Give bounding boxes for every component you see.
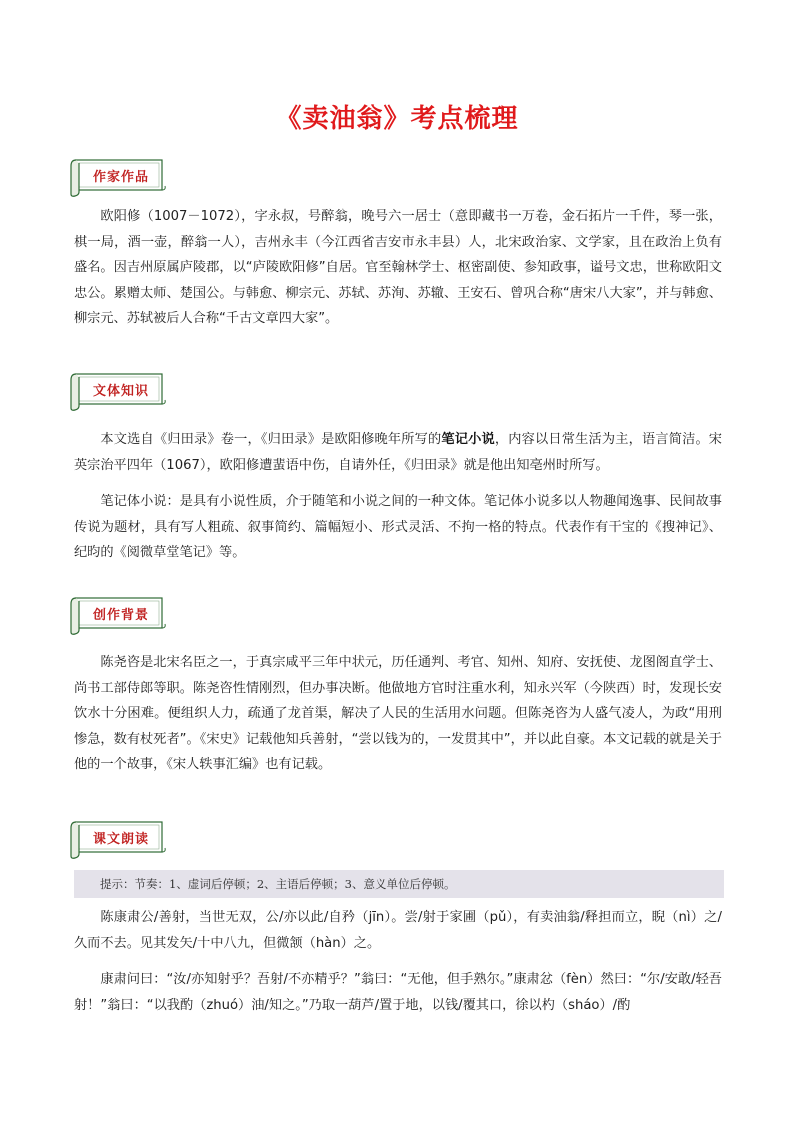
- section-header-genre: [70, 372, 166, 406]
- author-paragraph: 欧阳修（1007－1072），字永叔，号醉翁，晚号六一居士（意即藏书一万卷，金石拓片一千件，琴一张，棋一局，酒一壶，醉翁一人），吉州永丰（今江西省吉安市永丰县）人，北宋政治家、文学家，且在政治上负有盛名。因吉州原属庐陵郡，以“庐陵欧阳修”自居。官至翰林学士、枢密副使、参知政事，谥号文忠，世称欧阳文忠公。累赠太师、楚国公。与韩愈、柳宗元、苏轼、苏洵、苏辙、王安石、曾巩合称“唐宋八大家”，并与韩愈、柳宗元、苏轼被后人合称“千古文章四大家”。: [74, 209, 722, 326]
- genre-paragraph-1: [74, 427, 722, 478]
- background-paragraph: 陈尧咨是北宋名臣之一，于真宗咸平三年中状元，历任通判、考官、知州、知府、安抚使、龙图阁直学士、尚书工部侍郎等职。陈尧咨性情刚烈，但办事决断。他做地方官时注重水利，知永兴军（今陕西）时，发现长安饮水十分困难。便组织人力，疏通了龙首渠，解决了人民的生活用水问题。但陈尧咨为人盛气凌人，为政“用刑惨急，数有杖死者”。《宋史》记载他知兵善射，“尝以钱为的，一发贯其中”，并以此自豪。本文记载的就是关于他的一个故事，《宋人轶事汇编》也有记载。: [74, 655, 722, 772]
- section-header-background: [70, 596, 166, 630]
- section-label: 作家作品: [92, 170, 149, 185]
- section-header-author: [70, 158, 166, 192]
- section-label: 文体知识: [92, 384, 149, 399]
- reading-paragraph-2: 康肃问曰：“汝/亦知射乎？吾射/不亦精乎？”翁曰：“无他，但手熟尔。”康肃忿（fèn）然曰：“尔/安敢/轻吾射！”翁曰：“以我酌（zhuó）油/知之。”乃取一葫芦/置于地，以钱/覆其口，徐以杓（sháo）/酌: [74, 972, 722, 1013]
- section-label: 课文朗读: [92, 832, 149, 847]
- genre-highlight: 笔记小说: [441, 432, 495, 447]
- genre-paragraph-2: 笔记体小说：是具有小说性质，介于随笔和小说之间的一种文体。笔记体小说多以人物趣闻逸事、民间故事传说为题材，具有写人粗疏、叙事简约、篇幅短小、形式灵活、不拘一格的特点。代表作有干宝的《搜神记》、纪昀的《阅微草堂笔记》等。: [74, 494, 722, 560]
- section-label: 创作背景: [92, 608, 149, 623]
- genre-text-a: 本文选自《归田录》卷一，《归田录》是欧阳修晚年所写的: [100, 432, 442, 447]
- reading-paragraph-1: 陈康肃公/善射，当世无双，公/亦以此/自矜（jīn）。尝/射于家圃（pǔ），有卖油翁/释担而立，睨（nì）之/久而不去。见其发矢/十中八九，但微颔（hàn）之。: [74, 910, 722, 951]
- genre-text-b: ，内容以日常生活为主，语言简洁。宋英宗治平四年（1067），欧阳修遭蜚语中伤，自请外任，《归田录》就是他出知亳州时所写。: [74, 432, 722, 473]
- reading-hint-box: 提示：节奏：1、虚词后停顿；2、主语后停顿；3、意义单位后停顿。: [74, 870, 724, 898]
- section-header-reading: [70, 820, 166, 854]
- page-title: 《卖油翁》考点梳理: [275, 104, 519, 134]
